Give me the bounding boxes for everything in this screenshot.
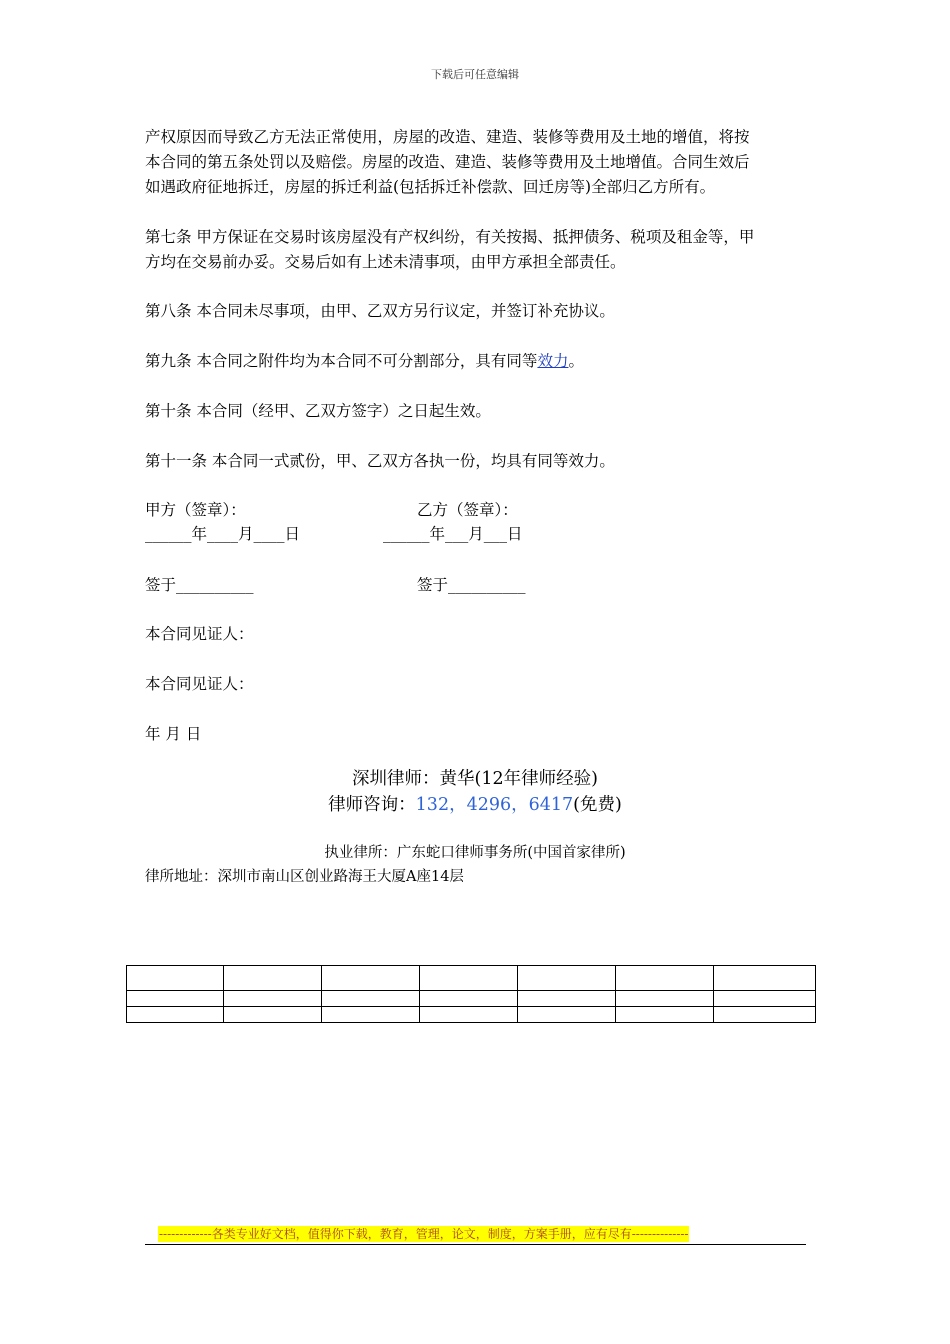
table-cell <box>127 1007 224 1023</box>
date-blank: 年 月 日 <box>145 725 202 743</box>
article-7-line-2: 方均在交易前办妥。交易后如有上述未清事项，由甲方承担全部责任。 <box>145 253 626 271</box>
party-a-date: ______年____月____日 <box>145 525 301 543</box>
table-cell <box>714 991 816 1007</box>
witness-1: 本合同见证人： <box>145 625 254 643</box>
consult-suffix: (免费) <box>573 795 622 815</box>
effect-link[interactable]: 效力 <box>537 352 569 370</box>
article-9-text: 第九条 本合同之附件均为本合同不可分割部分，具有同等 <box>145 352 538 370</box>
table-row <box>127 991 816 1007</box>
article-11: 第十一条 本合同一式贰份，甲、乙双方各执一份，均具有同等效力。 <box>145 452 615 470</box>
page-footer: -------------各类专业好文档，值得你下载，教育，管理，论文，制度，方案手册，应有尽有-------------- <box>159 1227 689 1241</box>
table-cell <box>420 991 518 1007</box>
lawyer-phone[interactable]: 132，4296，6417 <box>415 795 574 815</box>
party-b-date: ______年___月___日 <box>383 525 523 543</box>
table-row <box>127 1007 816 1023</box>
article-8: 第八条 本合同未尽事项，由甲、乙双方另行议定，并签订补充协议。 <box>145 302 615 320</box>
article-7-line-1: 第七条 甲方保证在交易时该房屋没有产权纠纷，有关按揭、抵押债务、税项及租金等，甲 <box>145 228 755 246</box>
paragraph-property-line-1: 产权原因而导致乙方无法正常使用，房屋的改造、建造、装修等费用及土地的增值，将按 <box>145 128 750 146</box>
footer-divider <box>145 1244 806 1245</box>
party-a-signed-at: 签于__________ <box>145 576 254 594</box>
witness-2: 本合同见证人： <box>145 675 254 693</box>
table-cell <box>518 991 616 1007</box>
consult-label: 律师咨询： <box>328 795 416 815</box>
table-cell <box>224 966 322 991</box>
table-cell <box>616 1007 714 1023</box>
blank-table <box>126 965 816 1023</box>
table-cell <box>224 991 322 1007</box>
table-cell <box>322 1007 420 1023</box>
article-9 <box>145 349 584 374</box>
table-cell <box>420 966 518 991</box>
party-b-signed-at: 签于__________ <box>417 576 526 594</box>
table-cell <box>518 966 616 991</box>
article-9-suffix: 。 <box>568 352 584 370</box>
table-cell <box>127 966 224 991</box>
table-cell <box>616 966 714 991</box>
law-firm: 执业律所：广东蛇口律师事务所(中国首家律所) <box>324 845 626 861</box>
table-cell <box>127 991 224 1007</box>
party-b-signature-label: 乙方（签章）： <box>417 501 518 519</box>
table-cell <box>616 991 714 1007</box>
table-row <box>127 966 816 991</box>
table-cell <box>322 966 420 991</box>
lawyer-consult <box>0 792 950 818</box>
page-header: 下载后可任意编辑 <box>431 68 519 81</box>
lawyer-name: 深圳律师：黄华(12年律师经验) <box>352 769 598 789</box>
paragraph-property-line-3: 如遇政府征地拆迁，房屋的拆迁利益(包括拆迁补偿款、回迁房等)全部归乙方所有。 <box>145 178 716 196</box>
table-cell <box>714 966 816 991</box>
party-a-signature-label: 甲方（签章）： <box>145 501 246 519</box>
article-10: 第十条 本合同（经甲、乙双方签字）之日起生效。 <box>145 402 491 420</box>
paragraph-property-line-2: 本合同的第五条处罚以及赔偿。房屋的改造、建造、装修等费用及土地增值。合同生效后 <box>145 153 750 171</box>
table-cell <box>224 1007 322 1023</box>
table-cell <box>322 991 420 1007</box>
table-cell <box>420 1007 518 1023</box>
table-cell <box>518 1007 616 1023</box>
table-cell <box>714 1007 816 1023</box>
law-firm-address: 律所地址：深圳市南山区创业路海王大厦A座14层 <box>145 869 464 885</box>
